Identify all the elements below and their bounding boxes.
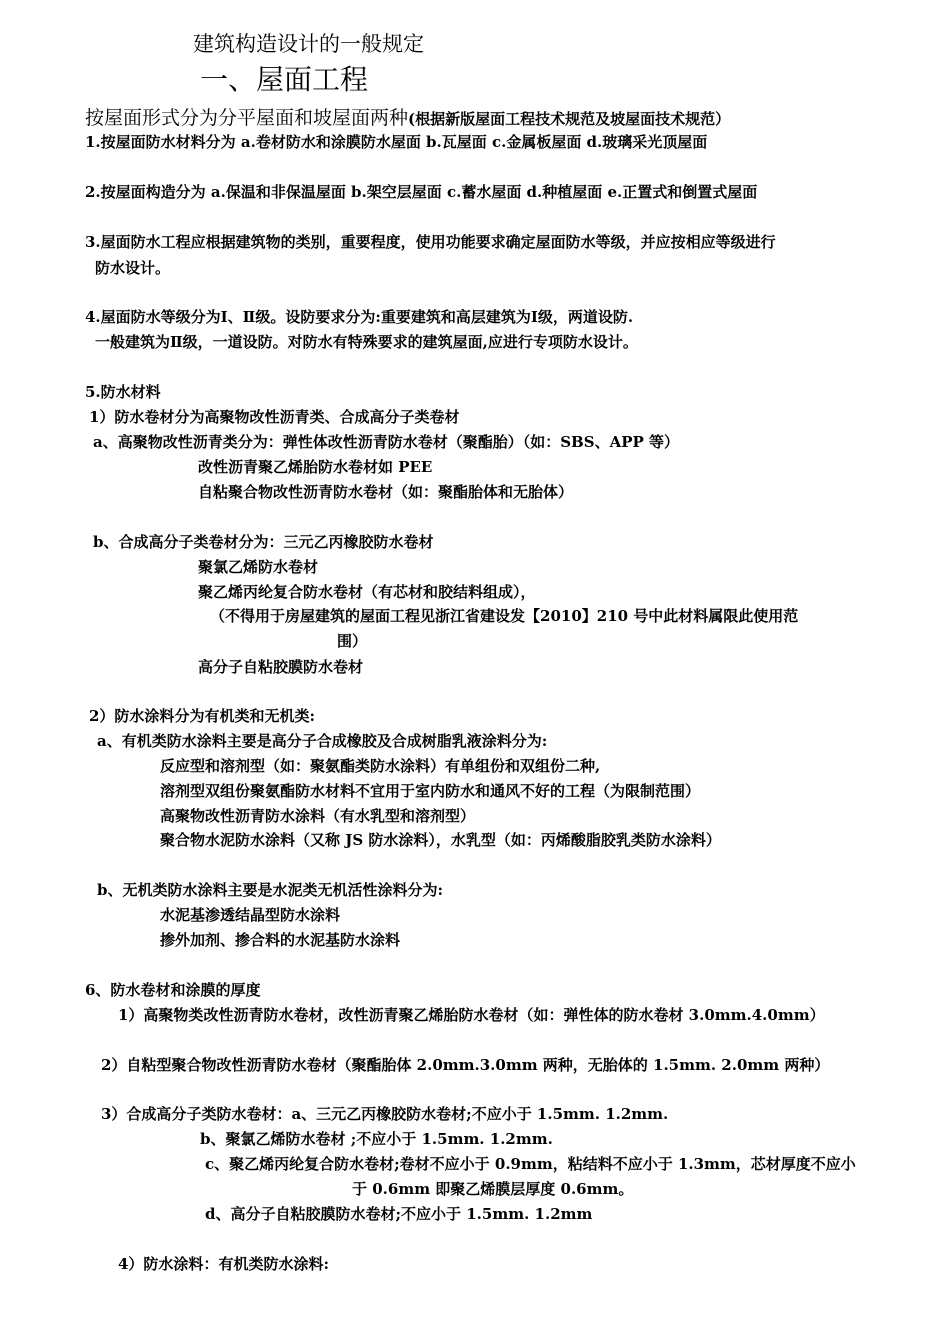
text-line-p4a: 4.屋面防水等级分为Ⅰ、Ⅱ级。设防要求分为:重要建筑和高层建筑为Ⅰ级，两道设防. [85,308,634,326]
document-title: 建筑构造设计的一般规定 [193,32,424,56]
text-line-p6-2: 2）自粘型聚合物改性沥青防水卷材（聚酯胎体 2.0mm.3.0mm 两种，无胎体的 1.5mm. 2.0mm 两种） [101,1056,830,1074]
text-line-p6-4: 4）防水涂料：有机类防水涂料: [118,1255,329,1273]
text-line-p5-2a2: 溶剂型双组份聚氨酯防水材料不宜用于室内防水和通风不好的工程（为限制范围） [160,782,701,800]
text-line-p5: 5.防水材料 [85,383,161,401]
text-line-p5-2b2: 掺外加剂、掺合料的水泥基防水涂料 [160,931,401,949]
text-line-p5-1b4: （不得用于房屋建筑的屋面工程见浙江省建设发【2010】210 号中此材料属限此使用范 [210,607,799,625]
text-line-p3a: 3.屋面防水工程应根据建筑物的类别，重要程度，使用功能要求确定屋面防水等级，并应按相应等级进行 [85,233,776,251]
text-line-p5-1a: a、高聚物改性沥青类分为：弹性体改性沥青防水卷材（聚酯胎）（如：SBS、APP 等） [93,433,679,451]
text-line-p6: 6、防水卷材和涂膜的厚度 [85,981,261,999]
intro-main: 按屋面形式分为分平屋面和坡屋面两种 [85,107,409,129]
section-heading: 一、屋面工程 [200,63,369,96]
text-line-p5-1b4c: 围） [337,632,368,650]
intro-line [85,106,730,131]
text-line-p5-2a3: 高聚物改性沥青防水涂料（有水乳型和溶剂型） [160,807,476,825]
text-line-p5-2a: a、有机类防水涂料主要是高分子合成橡胶及合成树脂乳液涂料分为: [97,732,548,750]
text-line-p6-3a: 3）合成高分子类防水卷材：a、三元乙丙橡胶防水卷材;不应小于 1.5mm. 1.2mm. [101,1105,669,1123]
text-line-p5-1b2: 聚氯乙烯防水卷材 [198,558,319,576]
text-line-p5-1a2: 改性沥青聚乙烯胎防水卷材如 PEE [198,458,433,476]
text-line-p5-1b: b、合成高分子类卷材分为：三元乙丙橡胶防水卷材 [93,533,434,551]
text-line-p6-3d: d、高分子自粘胶膜防水卷材;不应小于 1.5mm. 1.2mm [205,1205,593,1223]
text-line-p5-2b1: 水泥基渗透结晶型防水涂料 [160,906,341,924]
text-line-p5-2b: b、无机类防水涂料主要是水泥类无机活性涂料分为: [97,881,444,899]
text-line-p3b: 防水设计。 [95,259,171,277]
text-line-p6-3c: c、聚乙烯丙纶复合防水卷材;卷材不应小于 0.9mm，粘结料不应小于 1.3mm，芯材厚度不应小 [205,1155,856,1173]
text-line-p5-1b5: 高分子自粘胶膜防水卷材 [198,658,364,676]
text-line-p5-2a1: 反应型和溶剂型（如：聚氨酯类防水涂料）有单组份和双组份二种, [160,757,601,775]
text-line-p1: 1.按屋面防水材料分为 a.卷材防水和涂膜防水屋面 b.瓦屋面 c.金属板屋面 d.玻璃采光顶屋面 [85,133,708,151]
text-line-p5-1b3: 聚乙烯丙纶复合防水卷材（有芯材和胶结料组成）， [198,583,536,601]
text-line-p5-2: 2）防水涂料分为有机类和无机类: [89,707,315,725]
text-line-p4b: 一般建筑为Ⅱ级，一道设防。对防水有特殊要求的建筑屋面,应进行专项防水设计。 [95,333,638,351]
text-line-p5-2a4: 聚合物水泥防水涂料（又称 JS 防水涂料），水乳型（如：丙烯酸脂胶乳类防水涂料） [160,831,721,849]
text-line-p5-1: 1）防水卷材分为高聚物改性沥青类、合成高分子类卷材 [89,408,460,426]
text-line-p2: 2.按屋面构造分为 a.保温和非保温屋面 b.架空层屋面 c.蓄水屋面 d.种植屋面 e.正置式和倒置式屋面 [85,183,758,201]
intro-note: (根据新版屋面工程技术规范及坡屋面技术规范） [408,110,731,128]
text-line-p6-3b: b、聚氯乙烯防水卷材 ;不应小于 1.5mm. 1.2mm. [200,1130,553,1148]
text-line-p5-1a3: 自粘聚合物改性沥青防水卷材（如：聚酯胎体和无胎体） [198,483,574,501]
text-line-p6-1: 1）高聚物类改性沥青防水卷材，改性沥青聚乙烯胎防水卷材（如：弹性体的防水卷材 3.0mm.4.0mm） [118,1006,825,1024]
text-line-p6-3c2: 于 0.6mm 即聚乙烯膜层厚度 0.6mm。 [352,1180,634,1198]
